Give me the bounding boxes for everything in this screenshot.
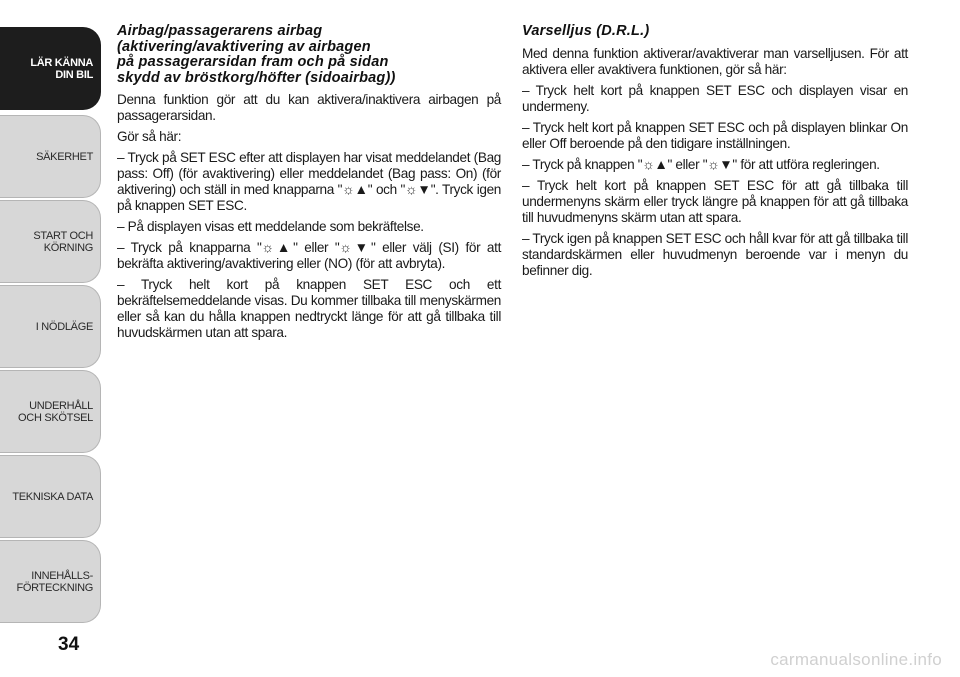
tab-start-och-korning[interactable]: START OCH KÖRNING (0, 200, 101, 283)
page-number: 34 (58, 634, 80, 655)
airbag-paragraph: Gör så här: (117, 129, 182, 144)
drl-paragraph: Med denna funktion aktiverar/avaktiverar man varselljusen. För att aktivera eller avaktivera funktionen, gör så här: (522, 45, 908, 77)
tab-lar-kanna-din-bil[interactable]: LÄR KÄNNA DIN BIL (0, 27, 101, 110)
drl-section (522, 24, 908, 284)
airbag-paragraph: Denna funktion gör att du kan aktivera/inaktivera airbagen på passagerarsidan. (117, 92, 501, 123)
tab-underhall-och-skotsel[interactable]: UNDERHÅLL OCH SKÖTSEL (0, 370, 101, 453)
drl-paragraph: – Tryck helt kort på knappen SET ESC för att gå tillbaka till undermenyns skärm eller tryck längre på knappen för att gå tillbaka till huvudmenyns skärm utan att spara. (522, 177, 908, 225)
drl-paragraph: – Tryck helt kort på knappen SET ESC och displayen visar en undermeny. (522, 82, 908, 114)
drl-heading: Varselljus (D.R.L.) (522, 23, 650, 39)
tab-tekniska-data[interactable]: TEKNISKA DATA (0, 455, 101, 538)
watermark: carmanualsonline.info (770, 650, 942, 669)
airbag-paragraph: – Tryck på SET ESC efter att displayen har visat meddelandet (Bag pass: Off) (för avaktivering) eller meddelandet (Bag pass: On) (för aktivering) och ställ in med knapparna "☼▲" och "☼▼". Tryck igen på knappen SET ESC. (117, 150, 501, 213)
airbag-paragraph: – Tryck helt kort på knappen SET ESC och ett bekräftelsemeddelande visas. Du kommer tillbaka till menyskärmen eller så kan du hålla knappen nedtryckt länge för att gå tillbaka till huvudskärmen utan att spara. (117, 277, 501, 340)
airbag-paragraph: – Tryck på knapparna "☼▲" eller "☼▼" eller välj (SI) för att bekräfta aktivering/avaktivering eller (NO) (för att avbryta). (117, 240, 501, 271)
drl-paragraph: – Tryck helt kort på knappen SET ESC och på displayen blinkar On eller Off beroende på den tidigare inställningen. (522, 119, 908, 151)
tab-innehallsforteckning[interactable]: INNEHÅLLS- FÖRTECKNING (0, 540, 101, 623)
airbag-section (117, 24, 501, 346)
drl-paragraph: – Tryck igen på knappen SET ESC och håll kvar för att gå tillbaka till standardskärmen eller huvudmenyn beroende var i menyn du befinner dig. (522, 230, 908, 278)
airbag-paragraph: – På displayen visas ett meddelande som bekräftelse. (117, 219, 424, 234)
tab-sakerhet[interactable]: SÄKERHET (0, 115, 101, 198)
airbag-heading: Airbag/passagerarens airbag (aktivering/avaktivering av airbagen på passagerarsidan fram och på sidan skydd av bröstkorg/höfter (sidoairbag)) (117, 23, 396, 86)
drl-paragraph: – Tryck på knappen "☼▲" eller "☼▼" för att utföra regleringen. (522, 156, 880, 172)
tab-i-nodlage[interactable]: I NÖDLÄGE (0, 285, 101, 368)
